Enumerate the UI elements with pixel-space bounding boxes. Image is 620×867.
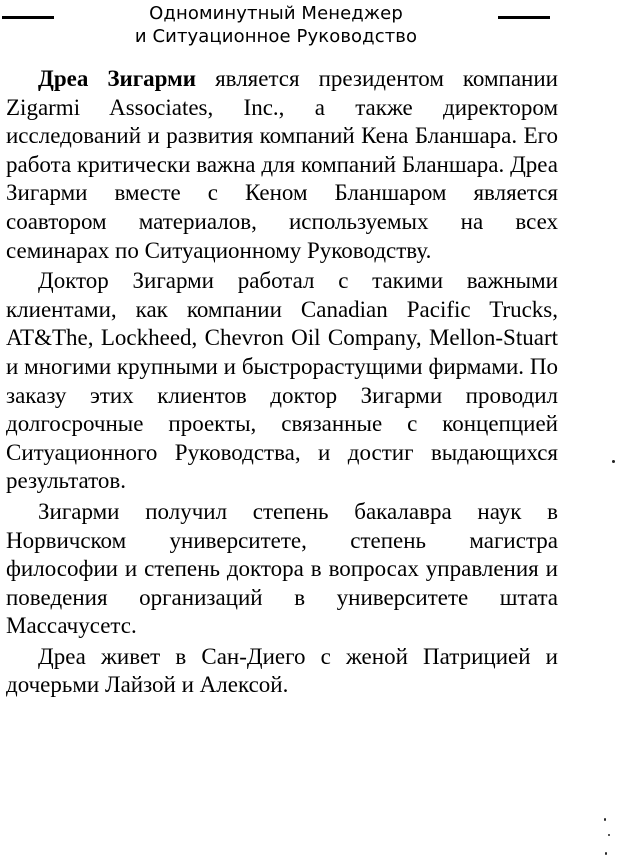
header-rule-right	[498, 16, 550, 19]
running-header	[0, 0, 620, 52]
header-title	[0, 2, 552, 48]
scan-speck	[604, 818, 606, 821]
header-title-line2: и Ситуационное Руководство	[134, 26, 418, 47]
scan-speck	[608, 834, 610, 836]
paragraph-1	[6, 65, 558, 265]
paragraph-1-text: является президентом компании Zigarmi Associates, Inc., а также директором исследований и развития компаний Кена Бланшара. Его работа критически важна для компаний Бланшара. Дреа Зигарми вместе с Кеном Бланшаром является соавтором материалов, используемых на всех семинарах по Ситуационному Руководству.	[6, 66, 558, 263]
paragraph-2: Доктор Зигарми работал с такими важными клиентами, как компании Canadian Pacific Trucks, AT&The, Lockheed, Chevron Oil Company, Mellon-Stuart и многими крупными и быстрорастущими фирмами. По заказу этих клиентов доктор Зигарми проводил долгосрочные проекты, связанные с концепцией Ситуационного Руководства, и достиг выдающихся результатов.	[6, 268, 558, 494]
author-name: Дреа Зигарми	[38, 66, 197, 91]
header-title-line1: Одноминутный Менеджер	[149, 3, 403, 24]
paragraph-4: Дреа живет в Сан-Диего с женой Патрицией и дочерьми Лайзой и Алексой.	[6, 643, 558, 698]
paragraph-3: Зигарми получил степень бакалавра наук в Норвичском университете, степень магистра философии и степень доктора в вопросах управления и поведения организаций в университете штата Массачусетс.	[6, 498, 558, 639]
scan-speck	[605, 852, 607, 855]
scan-speck	[612, 460, 615, 463]
page-body	[6, 65, 558, 702]
